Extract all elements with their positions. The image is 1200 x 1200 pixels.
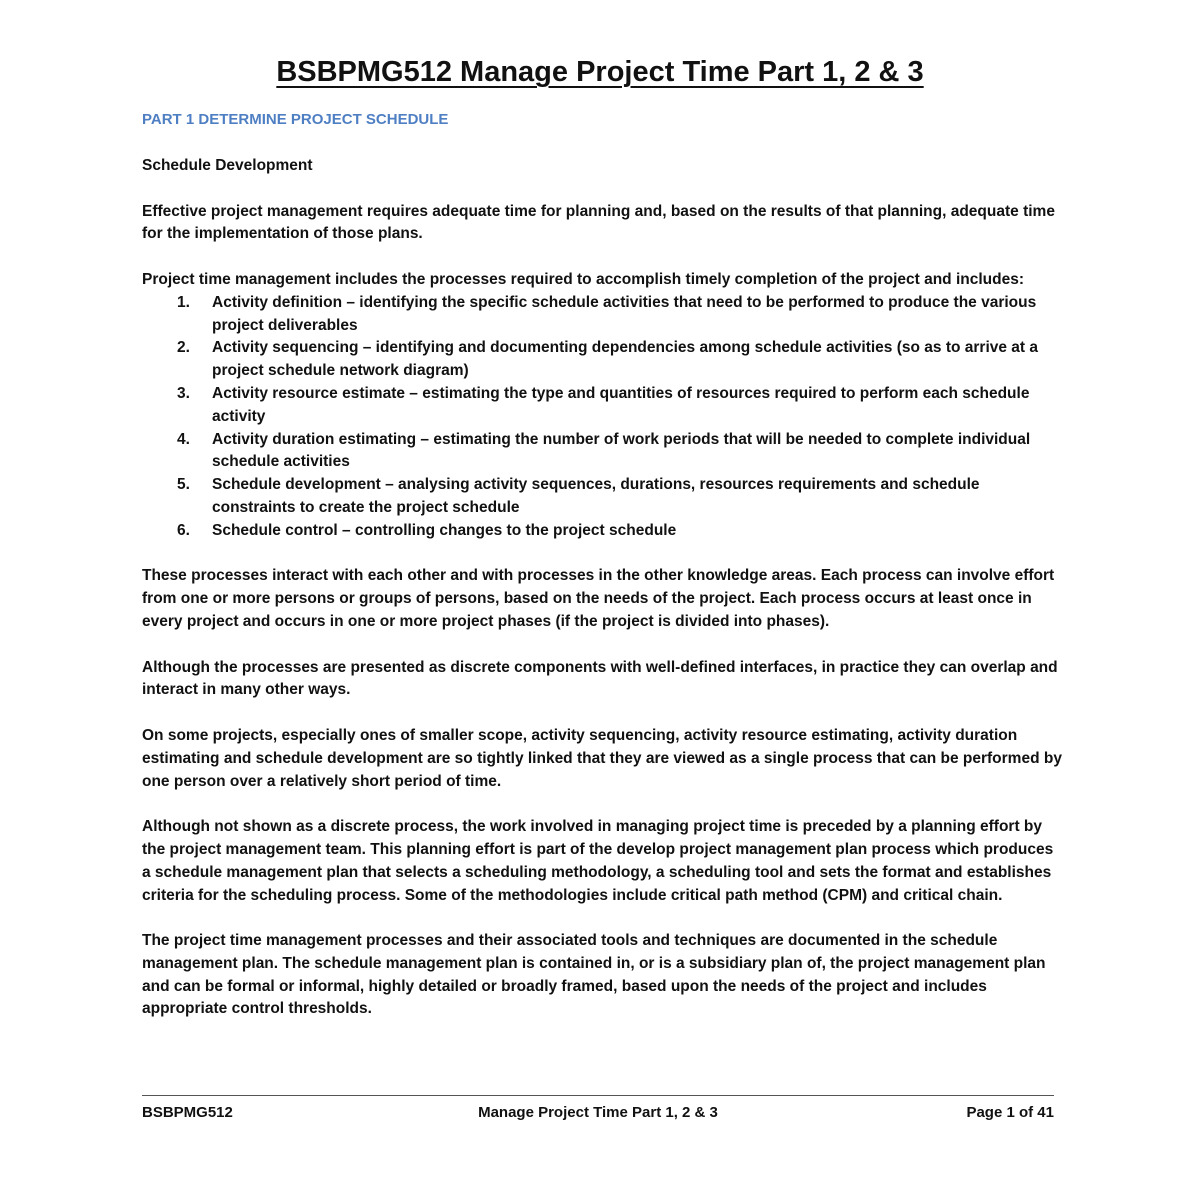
paragraph-5: On some projects, especially ones of smaller scope, activity sequencing, activity resource estimating, activity duration estimating and schedule development are so tightly linked that they are viewed as a single process that can be performed by one person over a relatively short period of time. [142,726,1062,790]
paragraph-2-lead: Project time management includes the processes required to accomplish timely completion of the project and includes: [142,270,1024,288]
paragraph-7: The project time management processes and their associated tools and techniques are documented in the schedule management plan. The schedule management plan is contained in, or is a subsidiary plan of, the project management plan and can be formal or informal, highly detailed or broadly framed, based upon the needs of the project and includes appropriate control thresholds. [142,932,1046,1018]
list-number: 2. [177,339,190,357]
list-item [142,383,1062,429]
list-number: 6. [177,521,190,539]
list-text: Activity resource estimate – estimating the type and quantities of resources required to perform each schedule activity [212,384,1030,425]
list-text: Schedule development – analysing activity sequences, durations, resources requirements and schedule constraints to create the project schedule [212,476,980,516]
document-title: BSBPMG512 Manage Project Time Part 1, 2 & 3 [276,56,924,88]
document-body [142,155,1062,1044]
list-item [142,520,1062,543]
list-item [142,429,1062,475]
paragraph-1: Effective project management requires adequate time for planning and, based on the results of that planning, adequate time for the implementation of those plans. [142,202,1055,243]
list-text: Activity duration estimating – estimating the number of work periods that will be needed to complete individual schedule activities [212,430,1031,471]
page-footer [142,1095,1054,1121]
list-text: Activity definition – identifying the specific schedule activities that need to be performed to produce the various project deliverables [212,293,1037,334]
paragraph-4: Although the processes are presented as discrete components with well-defined interfaces, in practice they can overlap and interact in many other ways. [142,658,1058,699]
footer-title: Manage Project Time Part 1, 2 & 3 [478,1104,718,1121]
paragraph-3: These processes interact with each other and with processes in the other knowledge areas. Each process can involve effort from one or more persons or groups of persons, based on the needs of the project. Each process occurs at least once in every project and occurs in one or more project phases (if the project is divided into phases). [142,567,1055,630]
paragraph-6: Although not shown as a discrete process, the work involved in managing project time is preceded by a planning effort by the project management team. This planning effort is part of the develop project management plan process which produces a schedule management plan that selects a scheduling methodology, a scheduling tool and sets the format and establishes criteria for the scheduling process. Some of the methodologies include critical path method (CPM) and critical chain. [142,818,1054,904]
list-item [142,337,1062,383]
list-number: 3. [177,384,190,402]
section-heading: PART 1 DETERMINE PROJECT SCHEDULE [142,111,449,128]
list-text: Schedule control – controlling changes to the project schedule [212,521,677,539]
list-number: 5. [177,476,190,494]
list-number: 4. [177,430,190,448]
list-item [142,292,1062,338]
subheading: Schedule Development [142,157,313,174]
list-text: Activity sequencing – identifying and documenting dependencies among schedule activities (so as to arrive at a project schedule network diagram) [212,339,1039,380]
list-number: 1. [177,293,190,311]
process-list [142,292,1062,543]
list-item [142,474,1062,520]
footer-code: BSBPMG512 [142,1104,233,1121]
page-number: Page 1 of 41 [966,1104,1054,1121]
